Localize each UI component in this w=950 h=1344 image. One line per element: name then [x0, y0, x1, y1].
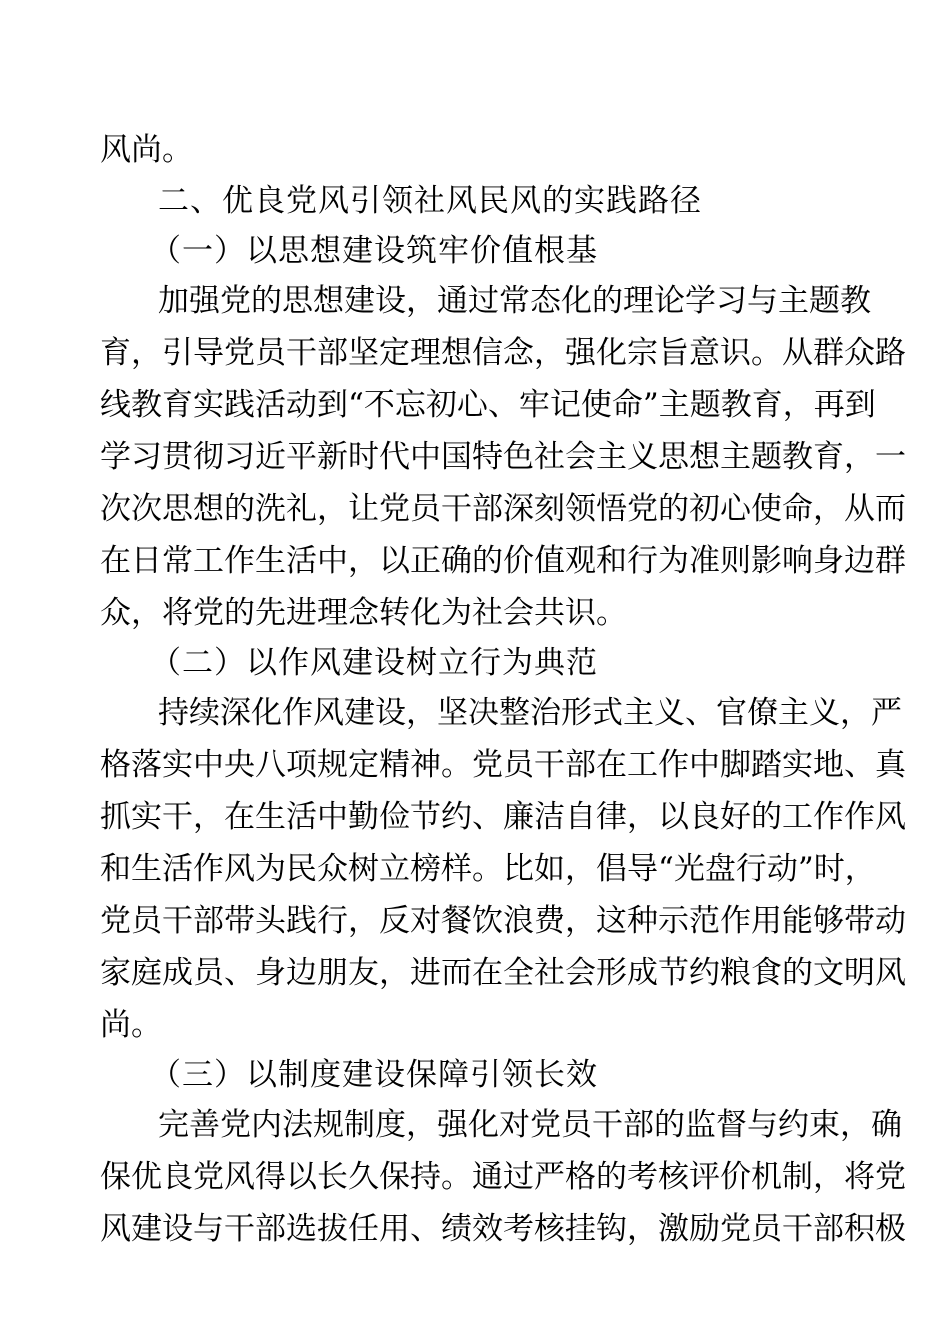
paragraph-line: 完善党内法规制度，强化对党员干部的监督与约束，确 [158, 1107, 902, 1143]
paragraph-line: 众，将党的先进理念转化为社会共识。 [100, 595, 627, 631]
paragraph-line: 保优良党风得以长久保持。通过严格的考核评价机制，将党 [100, 1159, 906, 1195]
paragraph-line: 育，引导党员干部坚定理想信念，强化宗旨意识。从群众路 [100, 335, 906, 371]
section-heading: 二、优良党风引领社风民风的实践路径 [158, 183, 702, 219]
paragraph-line: 风建设与干部选拔任用、绩效考核挂钩，激励党员干部积极 [100, 1211, 906, 1247]
text-line: 风尚。 [100, 132, 193, 168]
paragraph-line: 格落实中央八项规定精神。党员干部在工作中脚踏实地、真 [100, 747, 906, 783]
paragraph-line: 尚。 [100, 1007, 162, 1043]
paragraph-line: 党员干部带头践行，反对餐饮浪费，这种示范作用能够带动 [100, 903, 906, 939]
subsection-heading: （一）以思想建设筑牢价值根基 [150, 233, 598, 269]
paragraph-line: 在日常工作生活中，以正确的价值观和行为准则影响身边群 [100, 543, 906, 579]
subsection-heading: （二）以作风建设树立行为典范 [150, 645, 598, 681]
paragraph-line: 家庭成员、身边朋友，进而在全社会形成节约粮食的文明风 [100, 955, 906, 991]
subsection-heading: （三）以制度建设保障引领长效 [150, 1057, 598, 1093]
paragraph-line: 线教育实践活动到“不忘初心、牢记使命”主题教育，再到 [100, 387, 876, 423]
paragraph-line: 和生活作风为民众树立榜样。比如，倡导“光盘行动”时， [100, 851, 876, 887]
paragraph-line: 持续深化作风建设，坚决整治形式主义、官僚主义，严 [158, 695, 902, 731]
paragraph-line: 抓实干，在生活中勤俭节约、廉洁自律，以良好的工作作风 [100, 799, 906, 835]
paragraph-line: 加强党的思想建设，通过常态化的理论学习与主题教 [158, 283, 871, 319]
paragraph-line: 学习贯彻习近平新时代中国特色社会主义思想主题教育，一 [100, 439, 906, 475]
paragraph-line: 次次思想的洗礼，让党员干部深刻领悟党的初心使命，从而 [100, 491, 906, 527]
